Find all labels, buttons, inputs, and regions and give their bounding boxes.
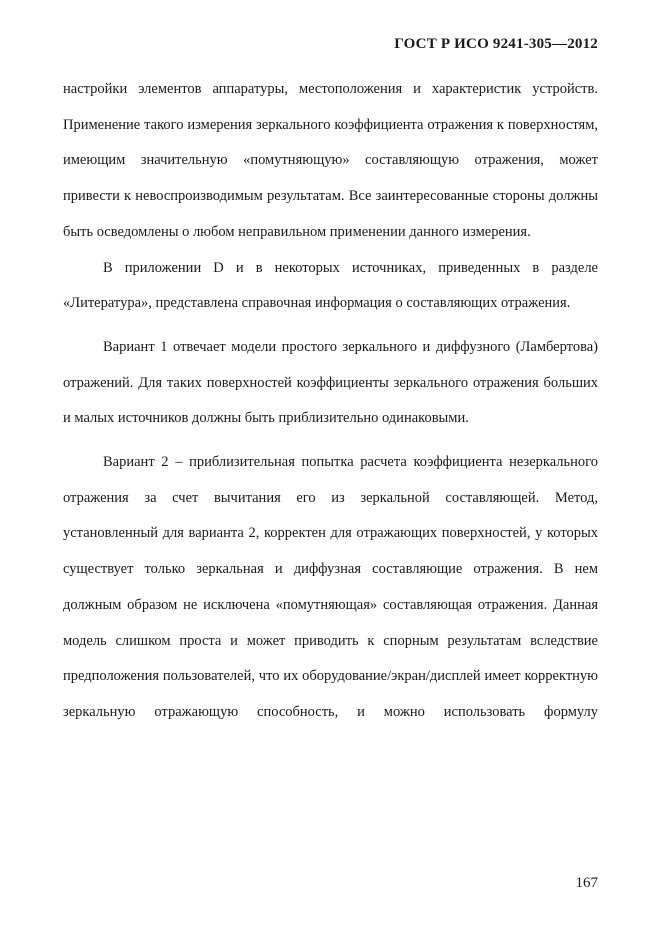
paragraph-2: В приложении D и в некоторых источниках, приведенных в разделе «Литература», представлена справочная информация о составляющих отражения. (63, 259, 598, 312)
paragraph-4: Вариант 2 – приблизительная попытка расчета коэффициента незеркального отражения за счет вычитания его из зеркальной составляющей. Метод, установленный для варианта 2, корректен для отражающих поверхностей, у которых существует только зеркальная и диффузная составляющие отражения. В нем должным образом не исключена «помутняющая» составляющая отражения. Данная модель слишком проста и может приводить к спорным результатам вследствие предположения пользователей, что их оборудование/экран/дисплей имеет корректную зеркальную отражающую способность, и можно использовать формулу (63, 454, 598, 720)
paragraph-1: настройки элементов аппаратуры, местоположения и характеристик устройств. Применение такого измерения зеркального коэффициента отражения к поверхностям, имеющим значительную «помутняющую» составляющую отражения, может привести к невоспроизводимым результатам. Все заинтересованные стороны должны быть осведомлены о любом неправильном применении данного измерения. (63, 81, 598, 240)
paragraph-3: Вариант 1 отвечает модели простого зеркального и диффузного (Ламбертова) отражений. Для таких поверхностей коэффициенты зеркального отражения больших и малых источников должны быть приблизительно одинаковыми. (63, 338, 598, 427)
page-number: 167 (575, 875, 598, 891)
document-body (63, 72, 598, 731)
document-header: ГОСТ Р ИСО 9241-305—2012 (394, 36, 598, 52)
